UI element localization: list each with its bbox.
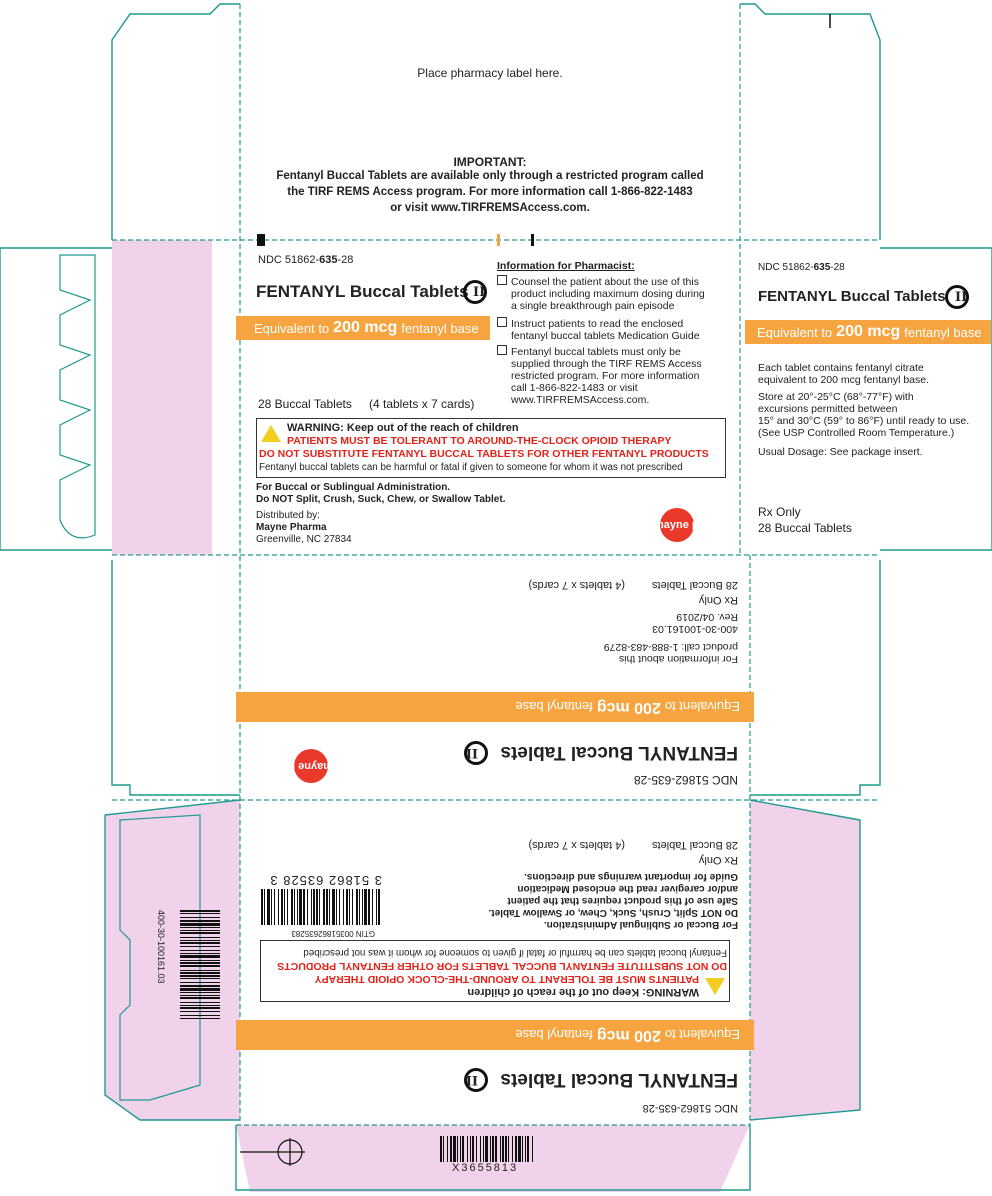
pharmacist-heading: Information for Pharmacist: xyxy=(497,260,635,272)
pharmacy-label-area: Place pharmacy label here. xyxy=(417,66,563,80)
pharmacist-item-2: Instruct patients to read the enclosed fentanyl buccal tablets Medication Guide xyxy=(497,317,700,342)
barcode-bar xyxy=(470,1136,471,1162)
barcode-bar xyxy=(180,1007,220,1009)
side-storage: Store at 20°-25°C (68°-77°F) with excursions permitted between 15° and 30°C (59° to 86°F) until ready to use. (See USP Controlled Room Temperature.) xyxy=(758,391,970,439)
front-logo-text: mayne pharma xyxy=(654,519,732,531)
barcode-bar xyxy=(447,1136,448,1162)
important-heading: IMPORTANT: xyxy=(453,155,527,169)
barcode-bar xyxy=(180,992,220,993)
barcode-bar xyxy=(359,889,360,925)
barcode-bar xyxy=(490,1136,491,1162)
side-each-tablet: Each tablet contains fentanyl citrate equivalent to 200 mcg fentanyl base. xyxy=(758,362,930,386)
back-info-1: For information about this xyxy=(618,653,738,665)
barcode-bar xyxy=(532,1136,533,1162)
pharmacist-info-box xyxy=(491,258,724,410)
bottom-strength-band: Equivalent to 200 mcg fentanyl base xyxy=(236,1020,754,1050)
checkbox-icon xyxy=(497,275,507,285)
glue-area-bottom-right xyxy=(750,800,860,1120)
bottom-warning-red-1: PATIENTS MUST BE TOLERANT TO AROUND-THE-CLOCK OPIOID THERAPY xyxy=(314,973,699,985)
barcode-bar xyxy=(180,913,220,914)
barcode-bar xyxy=(518,1136,521,1162)
barcode-bar xyxy=(364,889,367,925)
front-pack: (4 tablets x 7 cards) xyxy=(369,397,475,411)
barcode-bar xyxy=(460,1136,461,1162)
barcode-bar xyxy=(180,932,220,934)
warning-heading: WARNING: Keep out of the reach of children xyxy=(287,422,519,434)
barcode-bar xyxy=(313,889,315,925)
bottom-pack: (4 tablets x 7 cards) xyxy=(528,839,625,851)
barcode-bar xyxy=(525,1136,526,1162)
bottom-rx-only: Rx Only xyxy=(698,854,738,866)
barcode-bar xyxy=(307,889,308,925)
barcode-bar xyxy=(180,1005,220,1006)
barcode-bar xyxy=(372,889,373,925)
back-pack: (4 tablets x 7 cards) xyxy=(528,579,625,591)
barcode-bar xyxy=(453,1136,456,1162)
back-rev: Rev. 04/2019 xyxy=(676,611,738,623)
warning-triangle-icon xyxy=(261,425,281,442)
barcode-bar xyxy=(522,1136,523,1162)
side-barcode xyxy=(180,910,220,1020)
side-schedule-c2-icon: II xyxy=(945,285,969,309)
barcode-bar xyxy=(485,1136,488,1162)
side-count: 28 Buccal Tablets xyxy=(758,521,852,535)
barcode-bar xyxy=(323,889,325,925)
barcode-bar xyxy=(476,1136,477,1162)
back-ndc: NDC 51862-635-28 xyxy=(633,773,738,787)
barcode-bar xyxy=(291,889,293,925)
bottom-count: 28 Buccal Tablets xyxy=(651,839,738,851)
side-dosage: Usual Dosage: See package insert. xyxy=(758,446,923,458)
barcode-bar xyxy=(267,889,270,925)
barcode-bar xyxy=(180,962,220,964)
side-ndc: NDC 51862-635-28 xyxy=(758,262,845,273)
barcode-bar xyxy=(180,1011,220,1012)
side-strength-band: Equivalent to 200 mcg fentanyl base xyxy=(745,320,991,344)
barcode-bar xyxy=(180,965,220,967)
barcode-bar xyxy=(303,889,305,925)
barcode-bar xyxy=(180,970,220,971)
bottom-warning-red-2: DO NOT SUBSTITUTE FENTANYL BUCCAL TABLETS FOR OTHER FENTANYL PRODUCTS xyxy=(277,960,727,972)
barcode-bar xyxy=(180,942,220,944)
barcode-bar xyxy=(467,1136,468,1162)
barcode-bar xyxy=(462,1136,464,1162)
barcode-bar xyxy=(180,995,220,996)
warning-text: Fentanyl buccal tablets can be harmful or fatal if given to someone for whom it was not prescribed xyxy=(259,462,683,473)
barcode-bar xyxy=(180,975,220,977)
barcode-bar xyxy=(319,889,320,925)
important-line-3: or visit www.TIRFREMSAccess.com. xyxy=(390,202,590,214)
barcode-bar xyxy=(316,889,318,925)
warning-red-1: PATIENTS MUST BE TOLERANT TO AROUND-THE-CLOCK OPIOID THERAPY xyxy=(287,435,672,447)
pharmacist-item-3: Fentanyl buccal tablets must only be supplied through the TIRF REMS Access restricted program. For more information call 1-866-822-1483 or visit www.TIRFREMSAccess.com. xyxy=(497,345,702,406)
barcode-bar xyxy=(180,972,220,974)
front-product-name: FENTANYL Buccal Tablets xyxy=(256,282,469,301)
glue-area-left xyxy=(112,240,212,555)
pharmacist-item-1: Counsel the patient about the use of this product including maximum dosing during a single breakthrough pain episode xyxy=(497,275,705,312)
barcode-bar xyxy=(332,889,335,925)
barcode-bar xyxy=(527,1136,529,1162)
back-logo-text: mayne pharma xyxy=(255,760,333,772)
gtin-text: GTIN 00351862635283 xyxy=(291,929,375,938)
barcode-bar xyxy=(349,889,350,925)
barcode-bar xyxy=(343,889,344,925)
barcode-bar xyxy=(505,1136,507,1162)
barcode-bar xyxy=(180,982,220,983)
barcode-bar xyxy=(299,889,302,925)
barcode-bar xyxy=(508,1136,509,1162)
barcode-bar xyxy=(443,1136,444,1162)
barcode-digits: 3 51862 63528 3 xyxy=(269,873,382,888)
barcode-bar xyxy=(440,1136,442,1162)
important-line-2: the TIRF REMS Access program. For more information call 1-866-822-1483 xyxy=(287,186,693,198)
barcode-bar xyxy=(329,889,330,925)
barcode-bar xyxy=(368,889,370,925)
barcode-bar xyxy=(376,889,377,925)
barcode-bar xyxy=(450,1136,452,1162)
barcode-bar xyxy=(180,978,220,979)
barcode-bar xyxy=(180,960,220,961)
bottom-warning-box xyxy=(260,940,730,1002)
front-strength-band: Equivalent to 200 mcg fentanyl base xyxy=(236,316,490,340)
barcode-bar xyxy=(378,889,380,925)
back-product-name: FENTANYL Buccal Tablets xyxy=(500,742,738,763)
checkbox-icon xyxy=(497,345,507,355)
front-ndc: NDC 51862-635-28 xyxy=(258,254,354,266)
barcode-bar xyxy=(180,910,220,912)
back-schedule-c2-icon: II xyxy=(464,741,488,765)
distributor-city: Greenville, NC 27834 xyxy=(256,534,352,545)
bottom-ndc: NDC 51862-635-28 xyxy=(642,1102,738,1114)
schedule-c2-icon: II xyxy=(463,280,487,304)
barcode-bar xyxy=(264,889,265,925)
back-info-2: product call: 1-888-483-8279 xyxy=(603,641,738,653)
barcode-bar xyxy=(180,930,220,931)
checkbox-icon xyxy=(497,317,507,327)
barcode-bar xyxy=(492,1136,494,1162)
barcode-bar xyxy=(502,1136,504,1162)
bottom-warning-triangle-icon xyxy=(705,978,725,995)
upc-barcode xyxy=(260,889,380,925)
barcode-bar xyxy=(261,889,263,925)
barcode-bar xyxy=(495,1136,497,1162)
barcode-bar xyxy=(274,889,275,925)
barcode-bar xyxy=(180,1015,220,1016)
barcode-bar xyxy=(180,950,220,951)
barcode-bar xyxy=(500,1136,501,1162)
bottom-warning-text: Fentanyl buccal tablets can be harmful or fatal if given to someone for whom it was not prescribed xyxy=(303,947,727,958)
barcode-bar xyxy=(311,889,312,925)
barcode-bar xyxy=(271,889,272,925)
bottom-panel xyxy=(240,805,750,1120)
barcode-bar xyxy=(515,1136,517,1162)
barcode-bar xyxy=(483,1136,484,1162)
bottom-guide-text: For Buccal or Sublingual Administration. Do NOT Split, Crush, Suck, Chew, or Swallow Tablet. Safe use of this product requires that the patient and/or caregiver read the enclosed Medication Guide for important warnings and directions. xyxy=(488,871,738,930)
barcode-bar xyxy=(180,1018,220,1019)
bottom-product-name: FENTANYL Buccal Tablets xyxy=(500,1069,738,1090)
barcode-bar xyxy=(180,937,220,938)
barcode-bar xyxy=(278,889,279,925)
bottom-warning-heading: WARNING: Keep out of the reach of children xyxy=(467,986,699,998)
barcode-bar xyxy=(180,1002,220,1003)
back-rx-only: Rx Only xyxy=(698,594,738,606)
bottom-barcode xyxy=(440,1136,535,1162)
barcode-bar xyxy=(326,889,328,925)
barcode-bar xyxy=(180,923,220,926)
bottom-schedule-c2-icon: II xyxy=(464,1068,488,1092)
barcode-bar xyxy=(336,889,337,925)
warning-red-2: DO NOT SUBSTITUTE FENTANYL BUCCAL TABLETS FOR OTHER FENTANYL PRODUCTS xyxy=(259,448,709,460)
barcode-bar xyxy=(339,889,340,925)
barcode-bar xyxy=(512,1136,513,1162)
barcode-bar xyxy=(287,889,288,925)
barcode-bar xyxy=(281,889,283,925)
barcode-bar xyxy=(480,1136,481,1162)
barcode-bar xyxy=(457,1136,458,1162)
back-strength-band: Equivalent to 200 mcg fentanyl base xyxy=(236,692,754,722)
back-panel xyxy=(240,560,750,795)
back-count: 28 Buccal Tablets xyxy=(651,579,738,591)
admin-line-1: For Buccal or Sublingual Administration. xyxy=(256,482,451,493)
barcode-bar xyxy=(180,940,220,941)
distributed-by: Distributed by: xyxy=(256,510,320,521)
side-product-name: FENTANYL Buccal Tablets xyxy=(758,288,946,305)
barcode-bar xyxy=(346,889,348,925)
back-code: 400-30-100161.03 xyxy=(652,623,738,635)
barcode-bar xyxy=(180,927,220,928)
barcode-bar xyxy=(180,985,220,987)
front-warning-box xyxy=(256,418,726,478)
barcode-bar xyxy=(472,1136,474,1162)
barcode-bar xyxy=(180,988,220,991)
barcode-bar xyxy=(297,889,298,925)
barcode-bar xyxy=(180,946,220,947)
barcode-bar xyxy=(180,920,220,922)
front-count: 28 Buccal Tablets xyxy=(258,397,352,411)
important-line-1: Fentanyl Buccal Tablets are available only through a restricted program called xyxy=(276,170,704,182)
barcode-bar xyxy=(294,889,295,925)
barcode-bar xyxy=(180,953,220,954)
side-rx-only: Rx Only xyxy=(758,505,801,519)
barcode-bar xyxy=(352,889,353,925)
barcode-bar xyxy=(356,889,358,925)
barcode-bar xyxy=(284,889,285,925)
barcode-bar xyxy=(180,955,220,958)
distributor-name: Mayne Pharma xyxy=(256,522,327,533)
admin-line-2: Do NOT Split, Crush, Suck, Chew, or Swallow Tablet. xyxy=(256,494,506,505)
barcode-bar xyxy=(180,997,220,999)
barcode-bar xyxy=(362,889,363,925)
bottom-code: X3655813 xyxy=(452,1162,519,1174)
barcode-bar xyxy=(180,917,220,918)
